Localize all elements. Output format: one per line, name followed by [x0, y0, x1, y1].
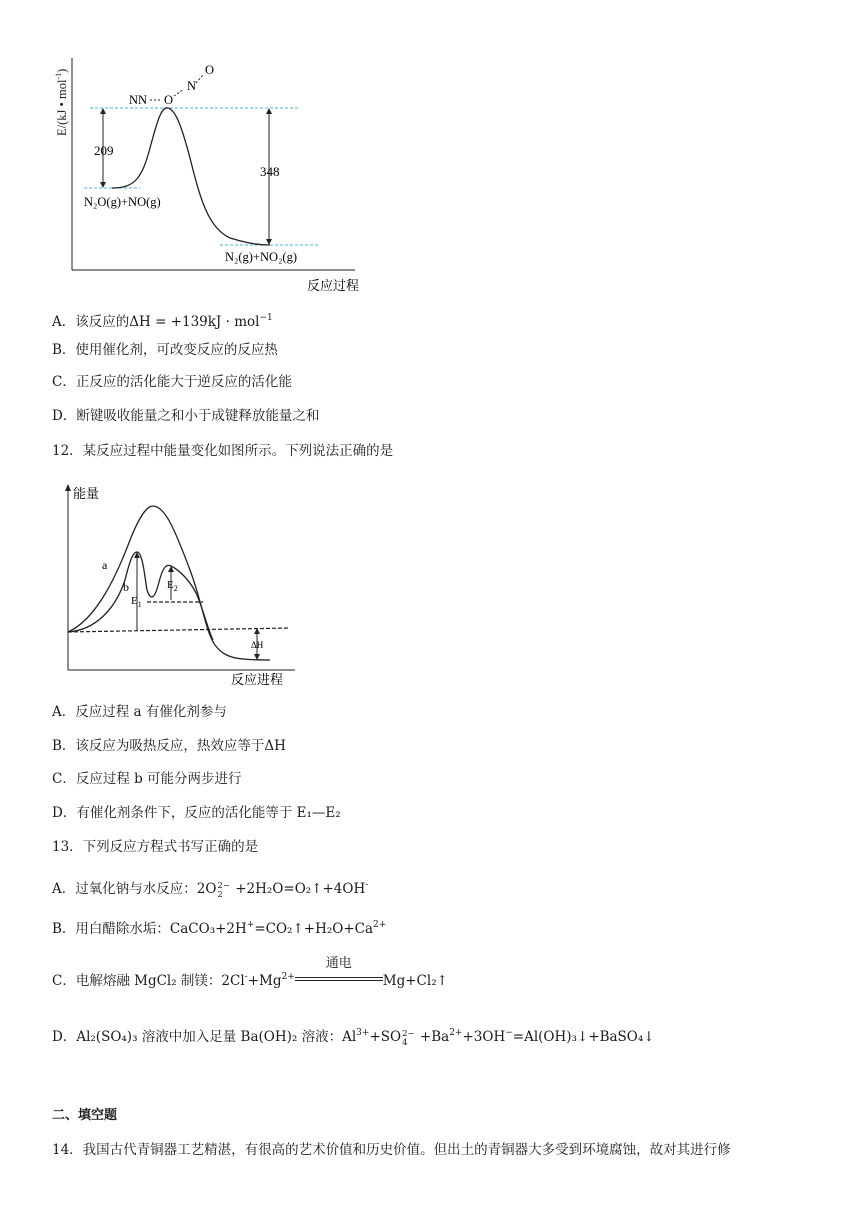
energy-diagram-2	[55, 480, 315, 690]
label-e2: $E_2$	[167, 579, 178, 593]
arrowhead-348-top	[266, 108, 272, 114]
energy-diagram-1	[50, 58, 370, 298]
q13-option-d: D．Al₂(SO₄)₃ 溶液中加入足量 Ba(OH)₂ 溶液：$Al^{3+}+SO$ 2− 4 $+Ba^{2+}+3OH^-=Al(OH)_3↓+BaSO_4↓$	[52, 1028, 655, 1048]
y-axis-label: E/(kJ • mol$^{-1}$)	[54, 68, 69, 136]
ts-bond-3	[196, 75, 203, 83]
q13-option-b: B．用白醋除水垢：$CaCO_3+2H^+=CO_2↑+H_2O+Ca^{2+}$	[52, 920, 387, 937]
label-b: b	[123, 580, 129, 594]
reactants-label: N₂O(g)+NO(g)	[84, 195, 161, 209]
ts-o2: O	[205, 63, 215, 77]
q13-option-c: C．电解熔融 MgCl₂ 制镁：$2Cl^-+Mg^{2+}$ 通电 Mg+Cl₂↑	[52, 956, 448, 989]
ts-n: N	[187, 79, 197, 93]
q13-option-a: A．过氧化钠与水反应：2O 2− 2 +2H₂O=O₂↑+4OH-	[52, 880, 369, 900]
ts-bond-2	[174, 89, 184, 96]
q11-option-a: A．该反应的ΔH = +139kJ · mol$^{-1}$	[52, 313, 273, 330]
curve-b	[68, 552, 213, 640]
q14-stem: 14．我国古代青铜器工艺精湛，有很高的艺术价值和历史价值。但出土的青铜器大多受到环境腐蚀，故对其进行修	[52, 1142, 731, 1158]
x-axis-label: 反应进程	[231, 672, 284, 687]
products-label: N₂(g)+NO₂(g)	[225, 250, 297, 264]
q12-option-b: B．该反应为吸热反应，热效应等于ΔH	[52, 738, 286, 754]
q13-stem: 13．下列反应方程式书写正确的是	[52, 839, 259, 855]
label-a: a	[102, 558, 108, 572]
ts-o1: O	[164, 93, 174, 107]
y-axis-label: 能量	[73, 486, 100, 501]
electrolysis-sign: 通电	[295, 969, 383, 987]
q11-option-b: B．使用催化剂，可改变反应的反应热	[52, 342, 278, 358]
ts-nn: NN	[129, 93, 148, 107]
x-axis-label: 反应过程	[307, 278, 360, 293]
reaction-curve	[112, 108, 270, 245]
q11-option-d: D．断键吸收能量之和小于成键释放能量之和	[52, 408, 320, 424]
q12-option-a: A．反应过程 a 有催化剂参与	[52, 704, 227, 720]
q12-option-c: C．反应过程 b 可能分两步进行	[52, 771, 242, 787]
value-209: 209	[94, 143, 114, 158]
label-dh: ΔH	[251, 640, 264, 650]
y-axis-arrowhead	[65, 484, 71, 491]
q12-stem: 12．某反应过程中能量变化如图所示。下列说法正确的是	[52, 443, 394, 459]
q12-option-d: D．有催化剂条件下，反应的活化能等于 E₁—E₂	[52, 805, 341, 821]
value-348: 348	[260, 164, 280, 179]
arrowhead-209-bottom	[100, 182, 106, 188]
q11-option-c: C．正反应的活化能大于逆反应的活化能	[52, 374, 292, 390]
arrowhead-348-bottom	[266, 239, 272, 245]
section-heading: 二、填空题	[52, 1108, 118, 1123]
arrowhead-209-top	[100, 108, 106, 114]
label-e1: $E_1$	[131, 595, 142, 609]
